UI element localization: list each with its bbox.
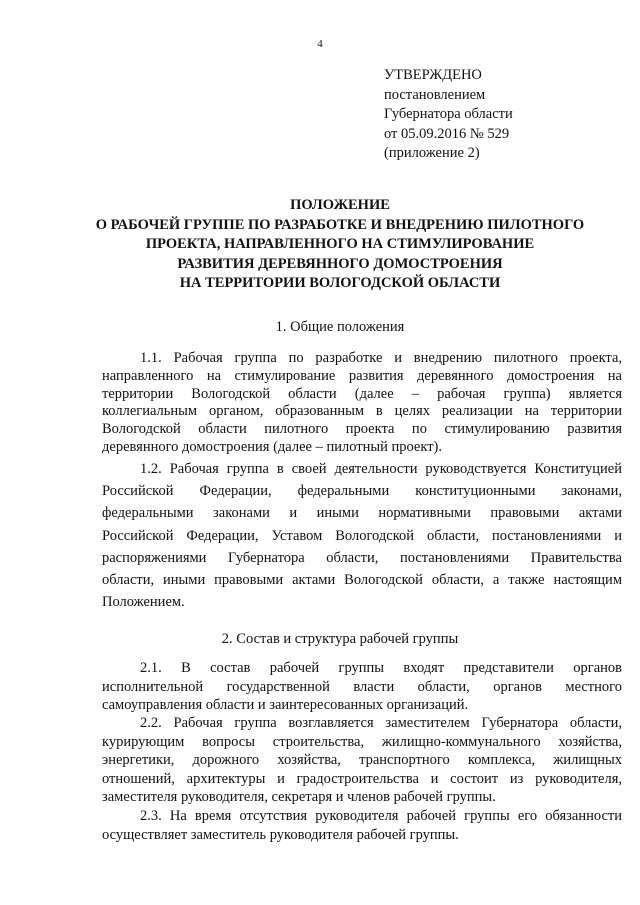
paragraph [102,458,622,613]
paragraph [102,714,622,807]
paragraph-line: исполнительной государственной власти области, органов местного [102,678,622,695]
section-heading: 1. Общие положения [275,319,405,335]
paragraph-line: области, иными правовыми актами Вологодской области, а также настоящим [102,572,622,589]
paragraph [102,659,622,715]
title-line: ПОЛОЖЕНИЕ [290,197,390,213]
approval-stamp [384,66,513,164]
approval-line: от 05.09.2016 № 529 [384,125,510,142]
approval-line: УТВЕРЖДЕНО [384,67,482,83]
paragraph-line: 2.1. В состав рабочей группы входят представители органов [140,660,622,676]
paragraph-line: отношений, архитектуры и градостроительства и состоит из руководителя, [102,770,622,787]
approval-line: (приложение 2) [384,145,480,162]
paragraph-line: курирующим вопросы строительства, жилищно-коммунального хозяйства, [102,733,622,750]
approval-line: Губернатора области [384,106,513,123]
paragraph-line: направленного на стимулирование развития деревянного домостроения на [102,367,622,384]
paragraph-line: Российской Федерации, федеральными конституционными законами, [102,483,622,500]
title-line: О РАБОЧЕЙ ГРУППЕ ПО РАЗРАБОТКЕ И ВНЕДРЕНИЮ ПИЛОТНОГО [95,216,585,233]
paragraph-line: коллегиальным органом, образованным в целях реализации на территории [102,403,622,420]
paragraph-line: Положением. [102,594,185,611]
paragraph-line: Российской Федерации, Уставом Вологодской области, постановлениями и [102,527,622,544]
title-line: РАЗВИТИЯ ДЕРЕВЯННОГО ДОМОСТРОЕНИЯ [177,255,503,272]
paragraph-line: 2.2. Рабочая группа возглавляется заместителем Губернатора области, [140,715,622,731]
paragraph [102,350,622,457]
title-line: НА ТЕРРИТОРИИ ВОЛОГОДСКОЙ ОБЛАСТИ [179,275,501,291]
paragraph-line: деревянного домостроения (далее – пилотный проект). [102,438,442,455]
section-heading: 2. Состав и структура рабочей группы [221,631,459,647]
approval-line: постановлением [384,86,486,103]
paragraph-line: Вологодской области пилотного проекта по стимулированию развития [102,421,622,438]
paragraph-line: заместителя руководителя, секретаря и членов рабочей группы. [102,789,496,806]
paragraph-line: распоряжениями Губернатора области, постановлениями Правительства [102,549,622,566]
paragraph-line: осуществляет заместитель руководителя рабочей группы. [102,826,459,843]
paragraph [102,807,622,844]
paragraph-line: 1.2. Рабочая группа в своей деятельности руководствуется Конституцией [140,461,622,477]
paragraph-line: самоуправления области и заинтересованных организаций. [102,697,469,713]
document-title [60,196,620,294]
paragraph-line: территории Вологодской области (далее – рабочая группа) является [102,385,622,402]
title-line: ПРОЕКТА, НАПРАВЛЕННОГО НА СТИМУЛИРОВАНИЕ [145,236,535,252]
page-number: 4 [317,38,323,50]
paragraph-line: энергетики, дорожного хозяйства, транспортного комплекса, жилищных [102,752,622,769]
paragraph-line: федеральными законами и иными нормативными правовыми актами [102,505,622,522]
paragraph-line: 1.1. Рабочая группа по разработке и внедрению пилотного проекта, [140,350,622,366]
paragraph-line: 2.3. На время отсутствия руководителя рабочей группы его обязанности [140,808,622,824]
